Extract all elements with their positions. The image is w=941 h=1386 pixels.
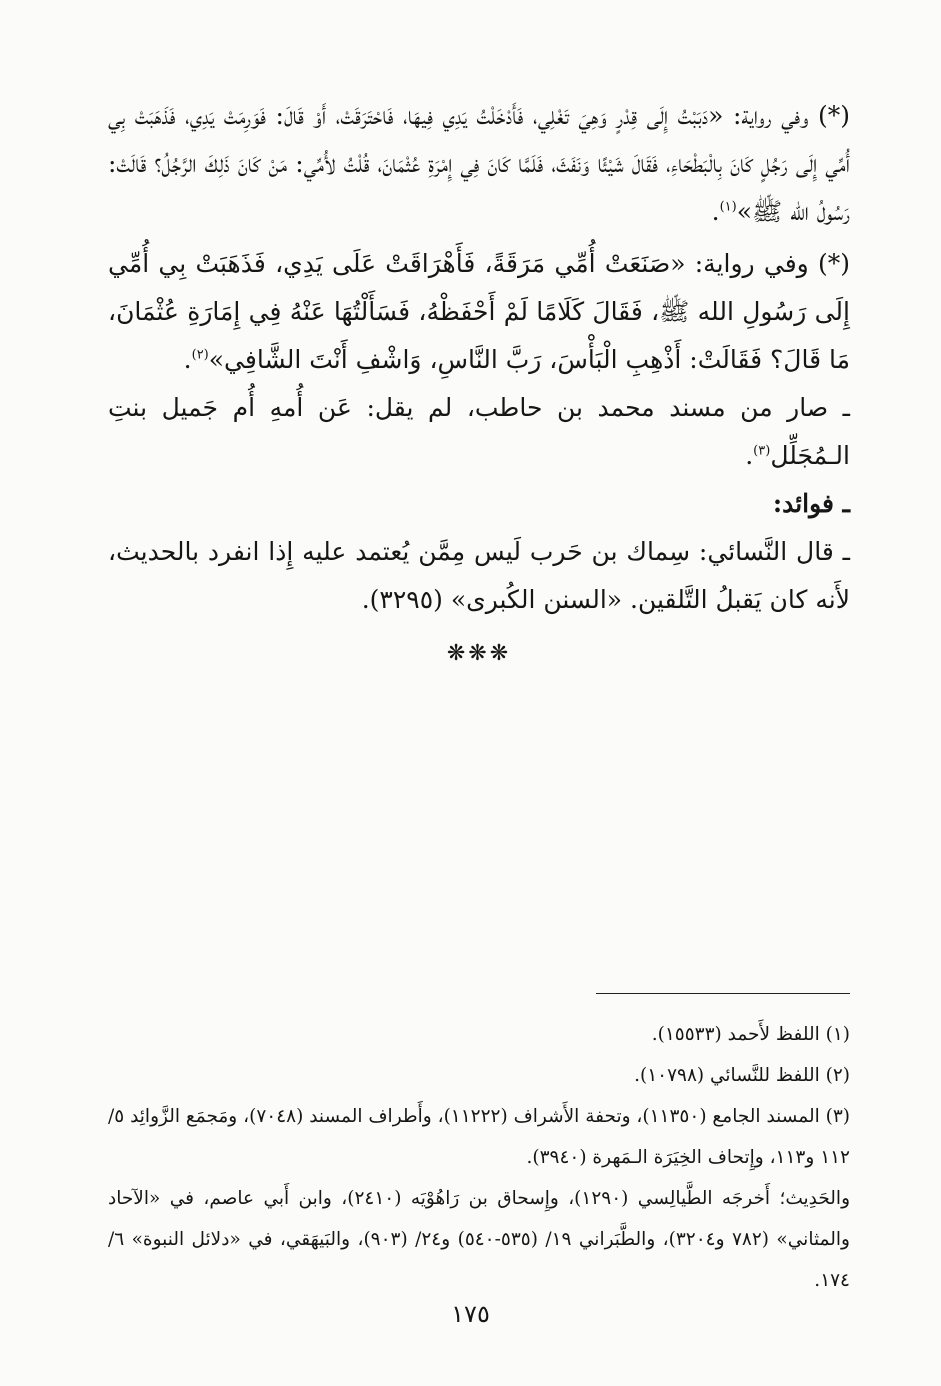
- footnote-3-continued: والحَدِيث؛ أَخرجَه الطَّيالِسي (١٢٩٠)، وإِسحاق بن رَاهُوْيَه (٢٤١٠)، وابن أَبي عاصم، في «الآحاد والمثاني» (٧٨٢ و٣٢٠٤)، والطَّبَراني ١٩/ (٥٣٥-٥٤٠) و٢٤/ (٩٠٣)، والبَيهَقي، في «دلائل النبوة» ٦/ ١٧٤.: [108, 1188, 850, 1291]
- paragraph-fawaid: ـ قال النَّسائي: سِماك بن حَرب لَيس مِمَّن يُعتمد عليه إِذا انفرد بالحديث، لأَنه كان يَقبلُ التَّلقين. «السنن الكُبرى» (٣٢٩٥).: [108, 537, 850, 614]
- footnote-ref: (١): [719, 199, 737, 215]
- paragraph-musnad-note: ـ صار من مسند محمد بن حاطب، لم يقل: عَن أُمهِ أُم جَميل بنتِ الـمُجَلِّل$^{(٣)}$.: [108, 393, 850, 470]
- footnote-1: (١) اللفظ لأَحمد (١٥٥٣٣).: [651, 1024, 850, 1045]
- paragraph-text: (*) وفي رواية: «صَنَعَتْ أُمِّي مَرَقَةً، فَأَهْرَاقَتْ عَلَى يَدِي، فَذَهَبَتْ بِي أُمِّي إِلَى رَسُولِ الله ﷺ، فَقَالَ كَلَامًا لَمْ أَحْفَظْهُ، فَسَأَلْتُهَا عَنْهُ فِي إِمَارَةِ عُثْمَانَ، مَا قَالَ؟ فَقَالَتْ: أَذْهِبِ الْبَأْسَ، رَبَّ النَّاسِ، وَاشْفِ أَنْتَ الشَّافِي»: [108, 249, 850, 374]
- main-text: [108, 92, 850, 678]
- footnote-2: (٢) اللفظ للنَّسائي (١٠٧٩٨).: [634, 1065, 850, 1086]
- paragraph-text: ـ صار من مسند محمد بن حاطب، لم يقل: عَن أُمهِ أُم جَميل بنتِ الـمُجَلِّل: [108, 393, 850, 470]
- footnote-rule: [596, 993, 850, 994]
- paragraph-text: (*) وفي رواية: «دَبَبْتُ إِلَى قِدْرٍ وَهِيَ تَغْلِي، فَأَدْخَلْتُ يَدِي فِيهَا، فَاحْتَرَقَتْ، أَوْ قَالَ: فَوَرِمَتْ يَدِي، فَذَهَبَتْ بِي أُمِّي إِلَى رَجُلٍ كَانَ بِالْبَطْحَاءِ، فَقَالَ شَيْئًا وَنَفَثَ، فَلَمَّا كَانَ فِي إِمْرَةِ عُثْمَانَ، قُلْتُ لأُمِّي: مَنْ كَانَ ذَلِكَ الرَّجُلُ؟ قَالَتْ: رَسُولُ الله ﷺ»: [108, 101, 850, 226]
- section-separator: ❋❋❋: [446, 641, 512, 666]
- footnote-ref: (٢): [191, 347, 209, 363]
- paragraph-riwaya-2: (*) وفي رواية: «صَنَعَتْ أُمِّي مَرَقَةً، فَأَهْرَاقَتْ عَلَى يَدِي، فَذَهَبَتْ بِي أُمِّي إِلَى رَسُولِ الله ﷺ، فَقَالَ كَلَامًا لَمْ أَحْفَظْهُ، فَسَأَلْتُهَا عَنْهُ فِي إِمَارَةِ عُثْمَانَ، مَا قَالَ؟ فَقَالَتْ: أَذْهِبِ الْبَأْسَ، رَبَّ النَّاسِ، وَاشْفِ أَنْتَ الشَّافِي»$^{(٢)}$.: [108, 249, 850, 374]
- section-heading: ـ فوائد:: [772, 489, 850, 518]
- footnotes: [108, 1014, 850, 1301]
- footnote-ref: (٣): [753, 443, 771, 459]
- paragraph-riwaya-1: (*) وفي رواية: «دَبَبْتُ إِلَى قِدْرٍ وَهِيَ تَغْلِي، فَأَدْخَلْتُ يَدِي فِيهَا، فَاحْتَرَقَتْ، أَوْ قَالَ: فَوَرِمَتْ يَدِي، فَذَهَبَتْ بِي أُمِّي إِلَى رَجُلٍ كَانَ بِالْبَطْحَاءِ، فَقَالَ شَيْئًا وَنَفَثَ، فَلَمَّا كَانَ فِي إِمْرَةِ عُثْمَانَ، قُلْتُ لأُمِّي: مَنْ كَانَ ذَلِكَ الرَّجُلُ؟ قَالَتْ: رَسُولُ الله ﷺ»$^{(١)}$.: [108, 101, 850, 226]
- page-number: ١٧٥: [451, 1300, 490, 1328]
- footnote-3: (٣) المسند الجامع (١١٣٥٠)، وتحفة الأَشراف (١١٢٢٢)، وأَطراف المسند (٧٠٤٨)، ومَجمَع الزَّوائِد ٥/ ١١٢ و١١٣، وإِتحاف الخِيَرَة الـمَهرة (٣٩٤٠).: [108, 1106, 850, 1168]
